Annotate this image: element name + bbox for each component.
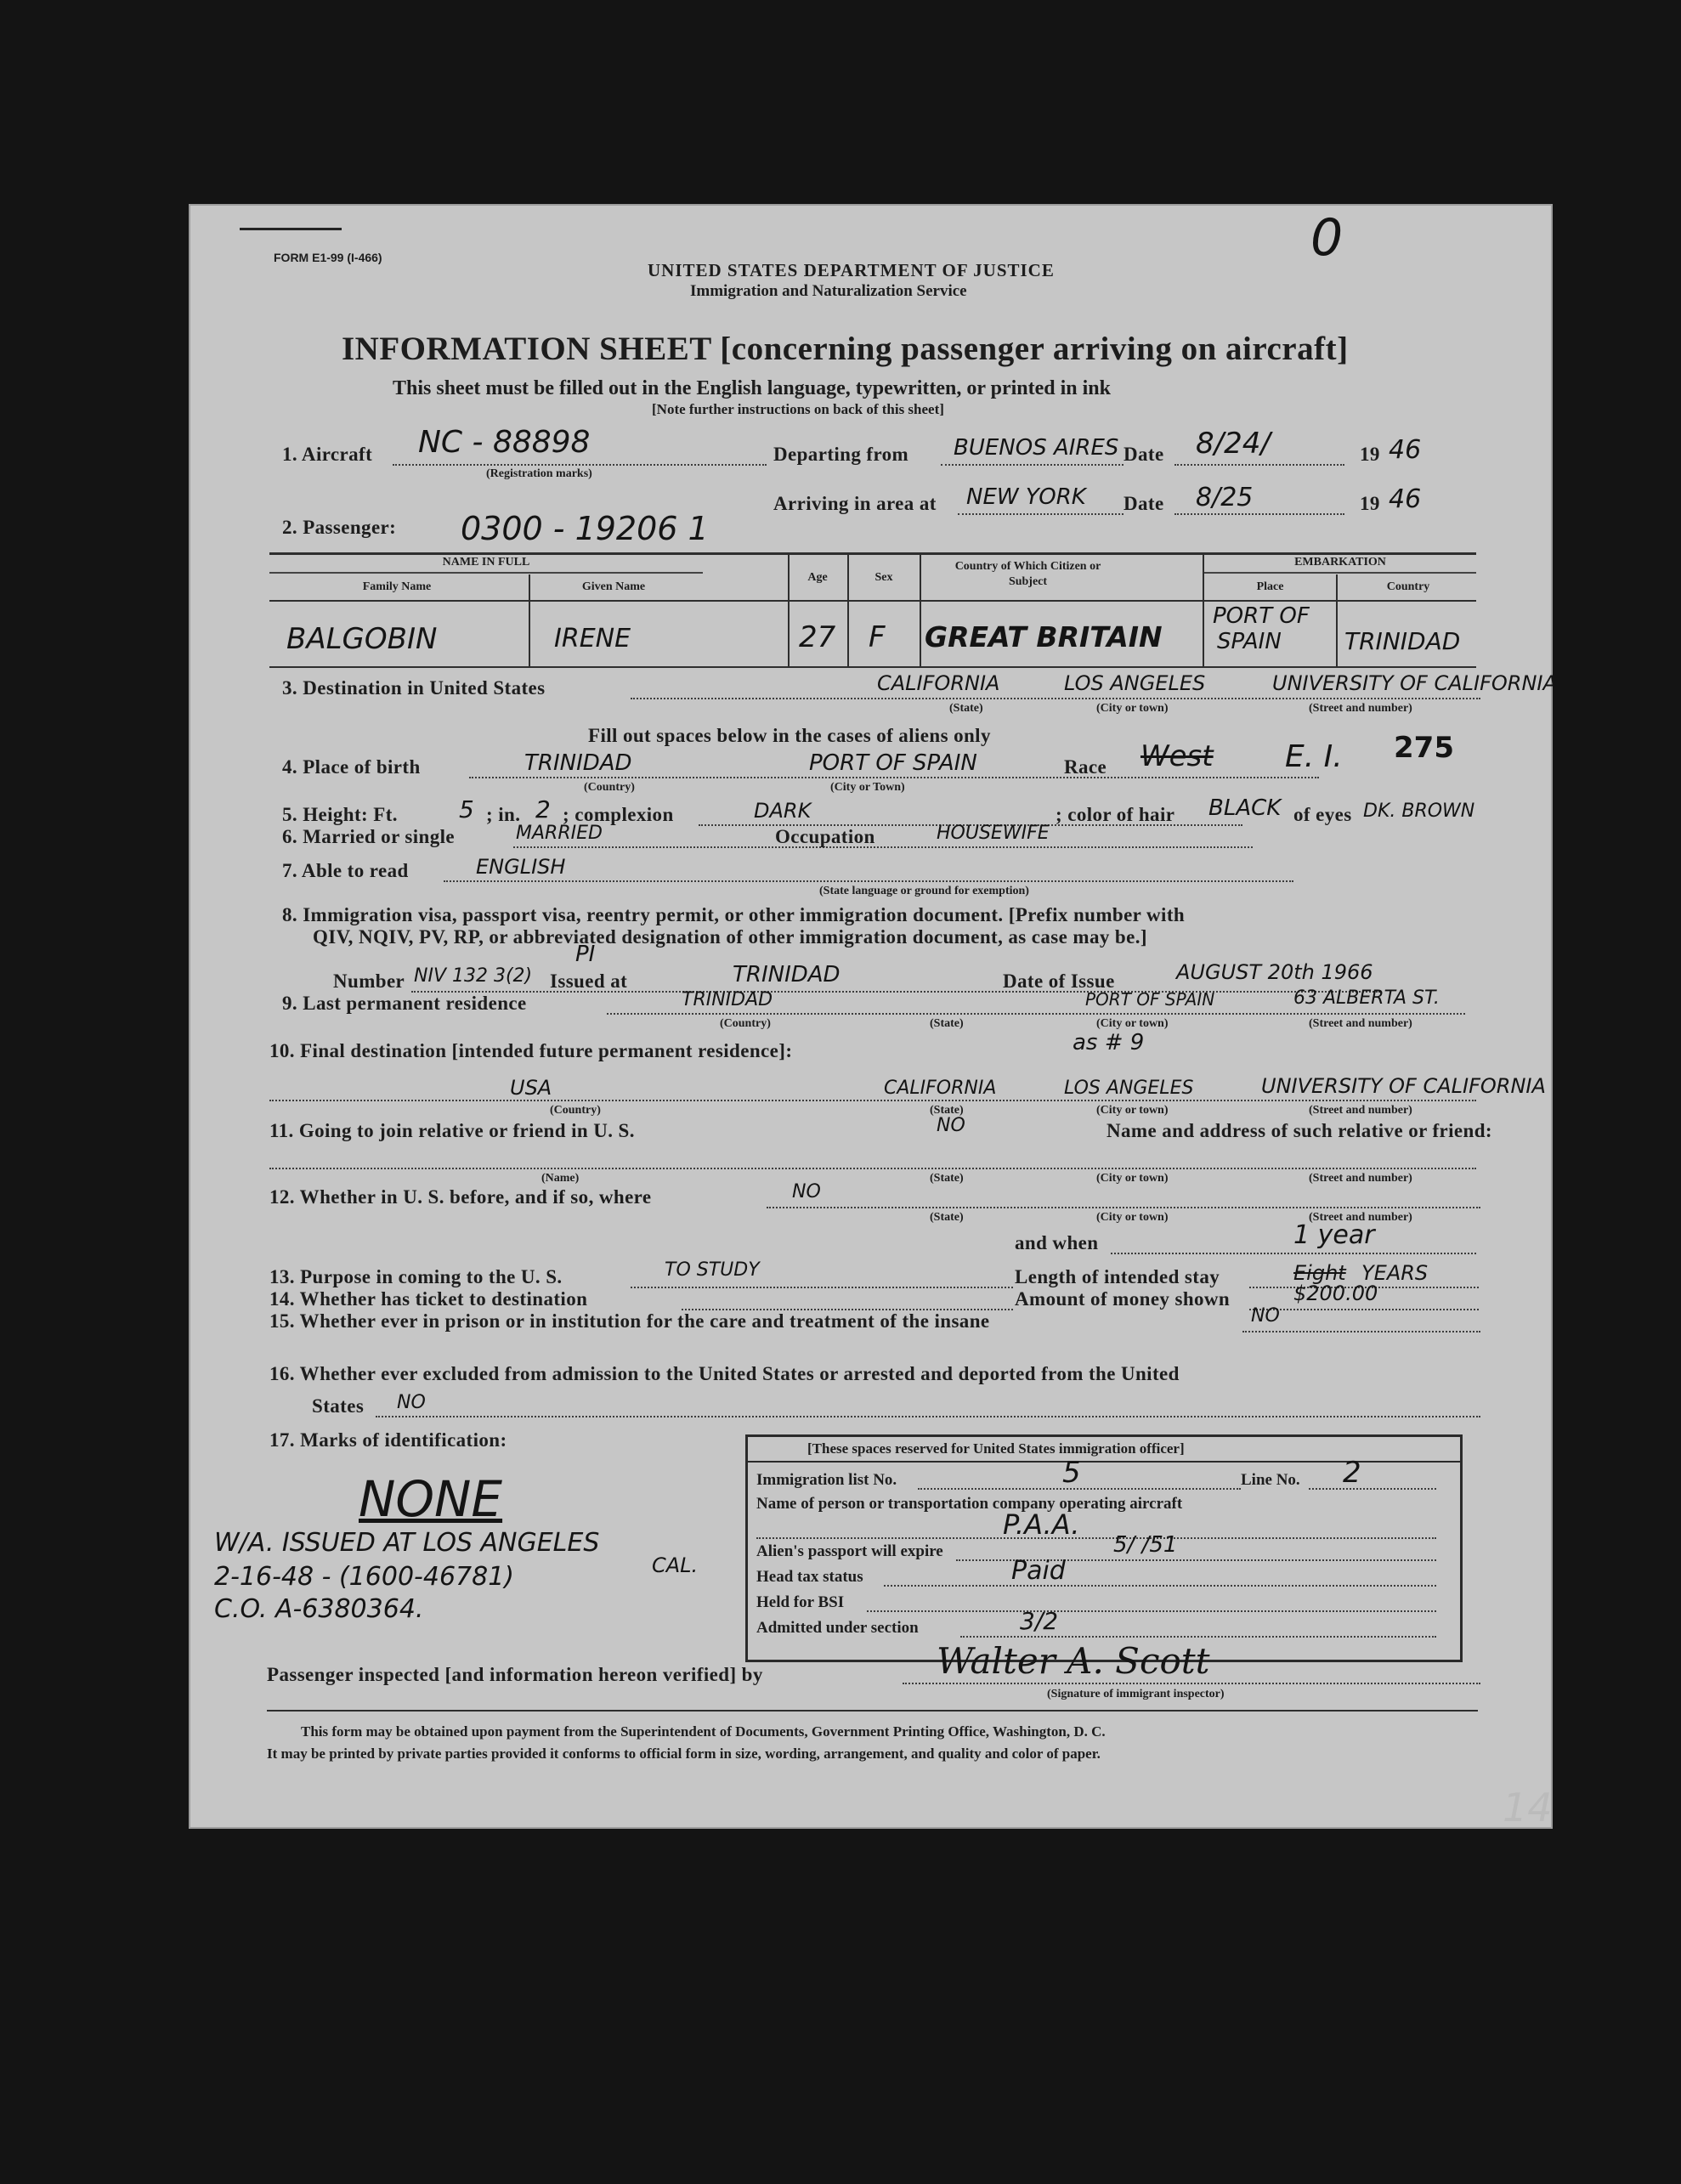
citizen-value: GREAT BRITAIN [925,620,1163,654]
footer-line1: This form may be obtained upon payment from the Superintendent of Documents, Government Printing Office, Washington, D. C. [301,1723,1106,1740]
officer-box-header: [These spaces reserved for United States immigration officer] [807,1440,1185,1457]
hair-label: ; color of hair [1056,804,1175,825]
immigration-list-value: 5 [1062,1456,1081,1490]
departing-date-label: Date [1123,444,1164,465]
join-state-caption: (State) [930,1172,964,1185]
complexion-label: ; complexion [563,804,674,825]
destination-city: LOS ANGELES [1064,671,1206,695]
arriving-year: 46 [1389,484,1422,514]
admitted-section-value: 3/2 [1020,1607,1059,1635]
final-street-caption: (Street and number) [1309,1104,1412,1117]
destination-street-caption: (Street and number) [1309,702,1412,715]
passport-expire-label: Alien's passport will expire [756,1542,943,1560]
height-feet: 5 [459,795,474,823]
footer-line2: It may be printed by private parties provided it conforms to official form in size, wording, arrangement, and quality and color of paper. [267,1746,1101,1762]
residence-street: 63 ALBERTA ST. [1293,987,1440,1009]
before-state-caption: (State) [930,1211,964,1224]
final-destination-note: as # 9 [1073,1030,1145,1055]
sex-value: F [869,620,886,654]
given-name-header: Given Name [581,580,646,593]
visa-label-line1: 8. Immigration visa, passport visa, reentry permit, or other immigration document. [Prefix number with [282,904,1186,925]
married-label: 6. Married or single [282,826,456,847]
issued-at-label: Issued at [550,970,628,992]
issued-at-value: TRINIDAD [733,962,840,987]
margin-mark-top: 0 [1310,208,1344,268]
marks-note-line1: W/A. ISSUED AT LOS ANGELES [214,1528,600,1558]
and-when-value: 1 year [1293,1220,1375,1250]
signature-caption: (Signature of immigrant inspector) [1047,1688,1225,1700]
prison-value: NO [1251,1305,1280,1327]
excluded-label-line2: States [312,1395,365,1417]
final-city-caption: (City or town) [1096,1104,1169,1117]
inspector-signature: Walter A. Scott [937,1640,1210,1682]
residence-city: PORT OF SPAIN [1085,989,1215,1010]
name-in-full-header: NAME IN FULL [442,556,530,569]
visa-number-label: Number [333,970,405,992]
before-label: 12. Whether in U. S. before, and if so, where [269,1186,652,1208]
birth-country-caption: (Country) [584,781,635,794]
registration-caption: (Registration marks) [486,467,592,480]
residence-country: TRINIDAD [682,989,773,1010]
length-of-stay-struck: Eight [1293,1261,1346,1285]
residence-state-caption: (State) [930,1017,964,1030]
eyes-label: of eyes [1293,804,1352,825]
departing-year-prefix: 19 [1360,444,1380,465]
arriving-label: Arriving in area at [773,493,937,514]
aircraft-label: 1. Aircraft [282,444,373,465]
marks-label: 17. Marks of identification: [269,1429,507,1451]
prison-label: 15. Whether ever in prison or in institution for the care and treatment of the insane [269,1310,990,1332]
company-value: P.A.A. [1003,1508,1080,1541]
company-label: Name of person or transportation company operating aircraft [756,1495,1183,1513]
marks-value: NONE [359,1470,503,1528]
race-struck: West [1140,739,1214,773]
before-city-caption: (City or town) [1096,1211,1169,1224]
inspected-label: Passenger inspected [and information hereon verified] by [267,1664,763,1685]
destination-state: CALIFORNIA [877,671,1000,695]
admitted-section-label: Admitted under section [756,1619,919,1637]
occupation-value: HOUSEWIFE [937,823,1050,844]
destination-label: 3. Destination in United States [282,677,546,699]
final-destination-street: UNIVERSITY OF CALIFORNIA [1261,1074,1546,1098]
excluded-value: NO [397,1392,426,1413]
final-destination-state: CALIFORNIA [884,1078,997,1099]
information-sheet [189,204,1557,1829]
passenger-label: 2. Passenger: [282,517,397,538]
read-value: ENGLISH [476,855,566,879]
family-name-header: Family Name [362,580,432,593]
embark-place-line2: SPAIN [1217,629,1282,654]
instruction-text: This sheet must be filled out in the English language, typewritten, or printed in ink [393,377,1111,399]
height-inches: 2 [535,795,551,823]
marks-note-line3: C.O. A-6380364. [214,1594,424,1624]
departing-year: 46 [1389,435,1422,465]
officer-reserved-box [745,1434,1463,1662]
race-value: E. I. [1285,739,1343,774]
final-destination-country: USA [510,1076,552,1100]
race-code: 275 [1394,731,1454,765]
married-value: MARRIED [516,823,603,844]
destination-city-caption: (City or town) [1096,702,1169,715]
margin-mark-bottom: 14 [1503,1785,1553,1830]
money-value: $200.00 [1293,1282,1378,1305]
final-destination-city: LOS ANGELES [1064,1078,1194,1099]
departing-value: BUENOS AIRES [954,435,1119,461]
occupation-label: Occupation [775,826,875,847]
arriving-date: 8/25 [1196,483,1254,512]
arriving-value: NEW YORK [966,484,1086,510]
purpose-value: TO STUDY [665,1259,760,1281]
destination-street: UNIVERSITY OF CALIFORNIA [1272,671,1557,695]
service-name: Immigration and Naturalization Service [690,282,967,300]
and-when-label: and when [1015,1232,1099,1253]
head-tax-value: Paid [1011,1556,1066,1586]
join-name-caption: (Name) [541,1172,580,1185]
read-label: 7. Able to read [282,860,409,881]
marks-note-line2: 2-16-48 - (1600-46781) [214,1562,514,1592]
passport-expire-value: 5/ /51 [1113,1532,1178,1558]
residence-street-caption: (Street and number) [1309,1017,1412,1030]
before-street-caption: (Street and number) [1309,1211,1412,1224]
residence-country-caption: (Country) [720,1017,771,1030]
page-title: INFORMATION SHEET [concerning passenger arriving on aircraft] [342,331,1349,367]
final-state-caption: (State) [930,1104,964,1117]
embark-place-line1: PORT OF [1213,603,1310,629]
race-label: Race [1064,756,1107,778]
head-tax-label: Head tax status [756,1568,863,1586]
height-label: 5. Height: Ft. [282,804,398,825]
family-name-value: BALGOBIN [286,622,438,656]
citizen-header: Country of Which Citizen or Subject [954,560,1101,588]
form-number: FORM E1-99 (I-466) [274,251,382,264]
place-header: Place [1256,580,1284,593]
age-header: Age [807,571,828,584]
aircraft-value: NC - 88898 [418,425,591,460]
punch-mark [240,228,342,235]
relative-address-label: Name and address of such relative or friend: [1107,1120,1492,1141]
visa-label-line2: QIV, NQIV, PV, RP, or abbreviated designation of other immigration document, as case may be.] [313,926,1147,948]
visa-number-mark: PI [575,942,596,967]
instruction-note: [Note further instructions on back of this sheet] [652,401,944,417]
departing-date: 8/24/ [1196,427,1271,461]
birth-country: TRINIDAD [524,750,632,776]
destination-state-caption: (State) [949,702,983,715]
sex-header: Sex [874,571,893,584]
departing-label: Departing from [773,444,909,465]
birth-city: PORT OF SPAIN [809,750,977,776]
birth-label: 4. Place of birth [282,756,421,778]
marks-note-state: CAL. [652,1553,699,1577]
join-city-caption: (City or town) [1096,1172,1169,1185]
residence-city-caption: (City or town) [1096,1017,1169,1030]
date-of-issue-label: Date of Issue [1003,970,1115,992]
read-caption: (State language or ground for exemption) [819,885,1029,897]
arriving-date-label: Date [1123,493,1164,514]
date-of-issue-value: AUGUST 20th 1966 [1176,960,1373,984]
age-value: 27 [799,620,836,654]
arriving-year-prefix: 19 [1360,493,1380,514]
join-street-caption: (Street and number) [1309,1172,1412,1185]
visa-number: NIV 132 3(2) [414,965,533,987]
residence-label: 9. Last permanent residence [282,993,527,1014]
line-number-label: Line No. [1241,1471,1300,1489]
embark-country-header: Country [1386,580,1430,593]
passenger-value: 0300 - 19206 1 [461,510,709,547]
embark-country-value: TRINIDAD [1344,627,1461,655]
length-of-stay-label: Length of intended stay [1015,1266,1220,1287]
money-label: Amount of money shown [1015,1288,1231,1310]
ticket-label: 14. Whether has ticket to destination [269,1288,588,1310]
join-label: 11. Going to join relative or friend in U. S. [269,1120,635,1141]
department-name: UNITED STATES DEPARTMENT OF JUSTICE [648,260,1055,280]
given-name-value: IRENE [554,624,631,654]
hair-value: BLACK [1208,795,1282,821]
final-country-caption: (Country) [550,1104,601,1117]
length-of-stay-value: YEARS [1361,1261,1429,1285]
held-bsi-label: Held for BSI [756,1593,845,1611]
line-number-value: 2 [1343,1456,1361,1490]
complexion-value: DARK [754,799,812,823]
join-value: NO [937,1115,965,1136]
inches-label: ; in. [486,804,521,825]
excluded-label-line1: 16. Whether ever excluded from admission to the United States or arrested and deported from the United [269,1363,1180,1384]
immigration-list-label: Immigration list No. [756,1471,897,1489]
birth-city-caption: (City or Town) [830,781,905,794]
before-value: NO [792,1181,821,1202]
embarkation-header: EMBARKATION [1294,556,1386,569]
final-destination-label: 10. Final destination [intended future permanent residence]: [269,1040,793,1061]
purpose-label: 13. Purpose in coming to the U. S. [269,1266,563,1287]
aliens-only-header: Fill out spaces below in the cases of aliens only [588,725,991,746]
eyes-value: DK. BROWN [1363,801,1475,822]
